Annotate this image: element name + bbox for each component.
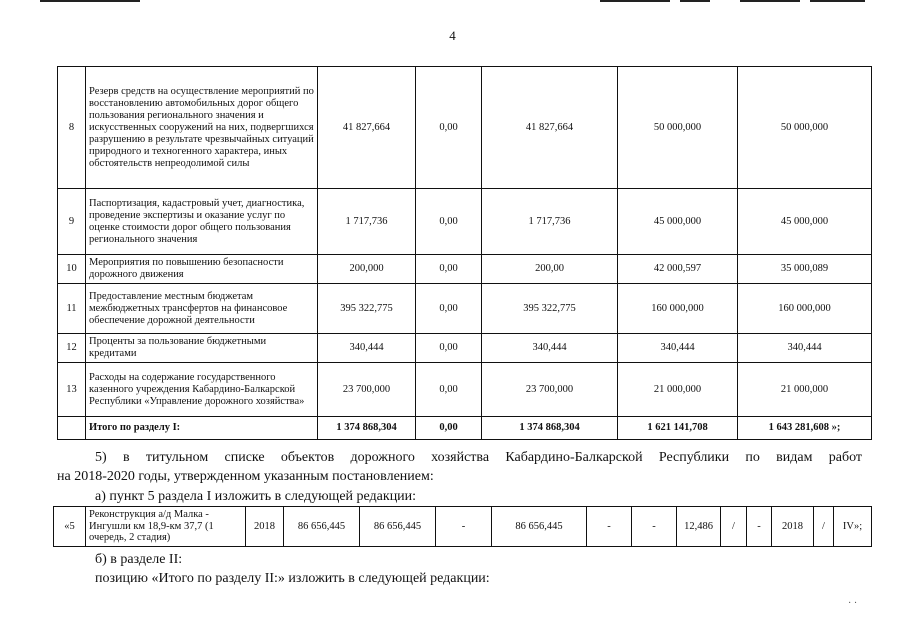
row-value-5: 50 000,000: [738, 67, 872, 189]
road-object-table: [53, 506, 872, 547]
road-slash: /: [721, 507, 747, 547]
row-value-3: 1 717,736: [482, 189, 618, 255]
paragraph-5-line2: на 2018-2020 годы, утвержденном указанным постановлением:: [57, 469, 434, 484]
row-value-1: 200,000: [318, 255, 416, 284]
row-description: Мероприятия по повышению безопасности дорожного движения: [86, 255, 318, 284]
budget-table: [57, 66, 872, 440]
road-dash-1: -: [436, 507, 492, 547]
row-number: 12: [58, 334, 86, 363]
row-value-2: 0,00: [416, 255, 482, 284]
row-value-4: 45 000,000: [618, 189, 738, 255]
row-value-4: 160 000,000: [618, 284, 738, 334]
row-value-3: 23 700,000: [482, 363, 618, 417]
budget-row: [58, 334, 872, 363]
total-value-2: 0,00: [416, 417, 482, 440]
road-km: 12,486: [677, 507, 721, 547]
row-value-4: 21 000,000: [618, 363, 738, 417]
road-object-row: [54, 507, 872, 547]
budget-row: [58, 189, 872, 255]
item-b-text: позицию «Итого по разделу II:» изложить в следующей редакции:: [95, 571, 490, 586]
road-end-year: 2018: [772, 507, 814, 547]
road-num: «5: [54, 507, 86, 547]
row-description: Паспортизация, кадастровый учет, диагностика, проведение экспертизы и оказание услуг по оценке стоимости дорог общего пользования регионального значения: [86, 189, 318, 255]
row-value-5: 160 000,000: [738, 284, 872, 334]
row-number: 9: [58, 189, 86, 255]
total-value-5: 1 643 281,608 »;: [738, 417, 872, 440]
row-value-2: 0,00: [416, 284, 482, 334]
row-number: 8: [58, 67, 86, 189]
road-dash-2: -: [587, 507, 632, 547]
total-number: [58, 417, 86, 440]
row-value-3: 395 322,775: [482, 284, 618, 334]
total-row: [58, 417, 872, 440]
row-value-4: 340,444: [618, 334, 738, 363]
row-value-2: 0,00: [416, 363, 482, 417]
row-value-2: 0,00: [416, 67, 482, 189]
row-value-3: 340,444: [482, 334, 618, 363]
budget-row: [58, 255, 872, 284]
road-dash-4: -: [747, 507, 772, 547]
row-value-1: 23 700,000: [318, 363, 416, 417]
row-value-1: 41 827,664: [318, 67, 416, 189]
row-number: 10: [58, 255, 86, 284]
header-rule: [40, 0, 865, 1]
row-number: 11: [58, 284, 86, 334]
budget-row: [58, 363, 872, 417]
road-dash-3: -: [632, 507, 677, 547]
row-value-5: 35 000,089: [738, 255, 872, 284]
row-value-5: 45 000,000: [738, 189, 872, 255]
row-value-5: 21 000,000: [738, 363, 872, 417]
paragraph-5-line1: 5) в титульном списке объектов дорожного хозяйства Кабардино-Балкарской Республики по видам работ: [95, 450, 862, 465]
row-description: Проценты за пользование бюджетными кредитами: [86, 334, 318, 363]
road-value-2: 86 656,445: [360, 507, 436, 547]
road-description: Реконструкция а/д Малка - Ингушли км 18,9-км 37,7 (1 очередь, 2 стадия): [86, 507, 246, 547]
road-value-1: 86 656,445: [284, 507, 360, 547]
total-label: Итого по разделу I:: [86, 417, 318, 440]
total-value-4: 1 621 141,708: [618, 417, 738, 440]
item-a: а) пункт 5 раздела I изложить в следующей редакции:: [95, 489, 417, 504]
row-value-2: 0,00: [416, 334, 482, 363]
road-slash-2: /: [814, 507, 834, 547]
row-value-1: 1 717,736: [318, 189, 416, 255]
row-value-1: 340,444: [318, 334, 416, 363]
row-value-4: 42 000,597: [618, 255, 738, 284]
row-description: Резерв средств на осуществление мероприятий по восстановлению автомобильных дорог общего пользования регионального значения и искусственных сооружений на них, подвергшихся разрушению в результате чрезвычайных ситуаций природного и техногенного характера, иных обстоятельств непреодолимой силы: [86, 67, 318, 189]
row-value-3: 41 827,664: [482, 67, 618, 189]
page-number: 4: [449, 28, 456, 43]
row-value-3: 200,00: [482, 255, 618, 284]
row-value-5: 340,444: [738, 334, 872, 363]
road-quarter: IV»;: [834, 507, 872, 547]
budget-row: [58, 284, 872, 334]
road-value-3: 86 656,445: [492, 507, 587, 547]
row-value-4: 50 000,000: [618, 67, 738, 189]
scan-mark: · ·: [848, 598, 858, 609]
budget-row: [58, 67, 872, 189]
row-value-2: 0,00: [416, 189, 482, 255]
item-b: б) в разделе II:: [95, 552, 183, 567]
row-description: Предоставление местным бюджетам межбюджетных трансфертов на финансовое обеспечение дорожной деятельности: [86, 284, 318, 334]
total-value-1: 1 374 868,304: [318, 417, 416, 440]
total-value-3: 1 374 868,304: [482, 417, 618, 440]
row-description: Расходы на содержание государственного казенного учреждения Кабардино-Балкарской Республики «Управление дорожного хозяйства»: [86, 363, 318, 417]
row-value-1: 395 322,775: [318, 284, 416, 334]
road-year: 2018: [246, 507, 284, 547]
row-number: 13: [58, 363, 86, 417]
